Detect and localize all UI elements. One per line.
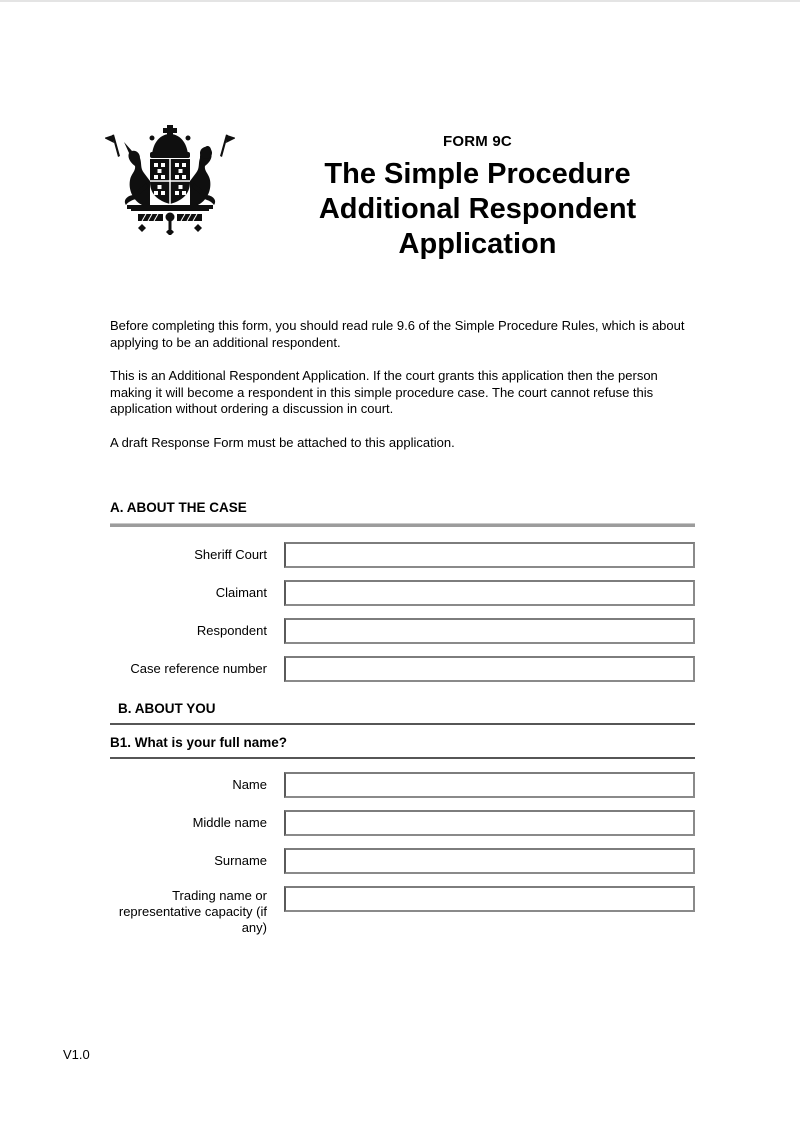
- section-about-you: [110, 695, 695, 948]
- trading-name-input[interactable]: [284, 886, 695, 912]
- respondent-input[interactable]: [284, 618, 695, 644]
- section-a-heading: A. ABOUT THE CASE: [110, 500, 247, 515]
- page-top-divider: [0, 0, 800, 2]
- form-number: FORM 9C: [443, 133, 512, 150]
- case-reference-input[interactable]: [284, 656, 695, 682]
- middle-name-input[interactable]: [284, 810, 695, 836]
- document-header: [255, 133, 700, 262]
- middle-name-label: Middle name: [192, 815, 267, 830]
- section-b-heading: B. ABOUT YOU: [118, 701, 216, 716]
- respondent-label: Respondent: [196, 623, 267, 638]
- intro-paragraph-2: This is an Additional Respondent Application. If the court grants this application then the person making it will become a respondent in this simple procedure case. The court cannot refuse this application without ordering a discussion in court.: [110, 368, 658, 416]
- section-a-rule: [110, 523, 695, 527]
- intro-paragraph-1: Before completing this form, you should read rule 9.6 of the Simple Procedure Rules, which is about applying to be an additional respondent.: [110, 318, 685, 350]
- title-line-3: Application: [398, 228, 557, 260]
- form-row-claimant: [110, 580, 695, 606]
- form-row-case-reference: [110, 656, 695, 682]
- sheriff-court-input[interactable]: [284, 542, 695, 568]
- section-b1-heading: B1. What is your full name?: [110, 735, 288, 750]
- section-b-rule: [110, 723, 695, 725]
- form-row-surname: [110, 848, 695, 874]
- form-row-sheriff-court: [110, 542, 695, 568]
- section-about-the-case: [110, 494, 695, 694]
- name-input[interactable]: [284, 772, 695, 798]
- form-row-respondent: [110, 618, 695, 644]
- title-line-2: Additional Respondent: [318, 193, 637, 225]
- case-reference-label: Case reference number: [130, 661, 267, 676]
- title-line-1: The Simple Procedure: [324, 158, 631, 190]
- trading-name-label: Trading name or representative capacity (if any): [118, 888, 267, 935]
- royal-coat-of-arms-icon: [105, 125, 235, 235]
- name-label: Name: [232, 777, 267, 792]
- version-label: V1.0: [63, 1047, 90, 1062]
- surname-label: Surname: [214, 853, 267, 868]
- sheriff-court-label: Sheriff Court: [194, 547, 267, 562]
- intro-paragraph-3: A draft Response Form must be attached to this application.: [110, 434, 455, 450]
- form-row-name: [110, 772, 695, 798]
- page-title: [255, 157, 700, 262]
- form-row-trading-name: [110, 886, 695, 936]
- surname-input[interactable]: [284, 848, 695, 874]
- section-b1-rule: [110, 757, 695, 759]
- claimant-label: Claimant: [215, 585, 267, 600]
- intro-text: [110, 318, 696, 468]
- form-row-middle-name: [110, 810, 695, 836]
- claimant-input[interactable]: [284, 580, 695, 606]
